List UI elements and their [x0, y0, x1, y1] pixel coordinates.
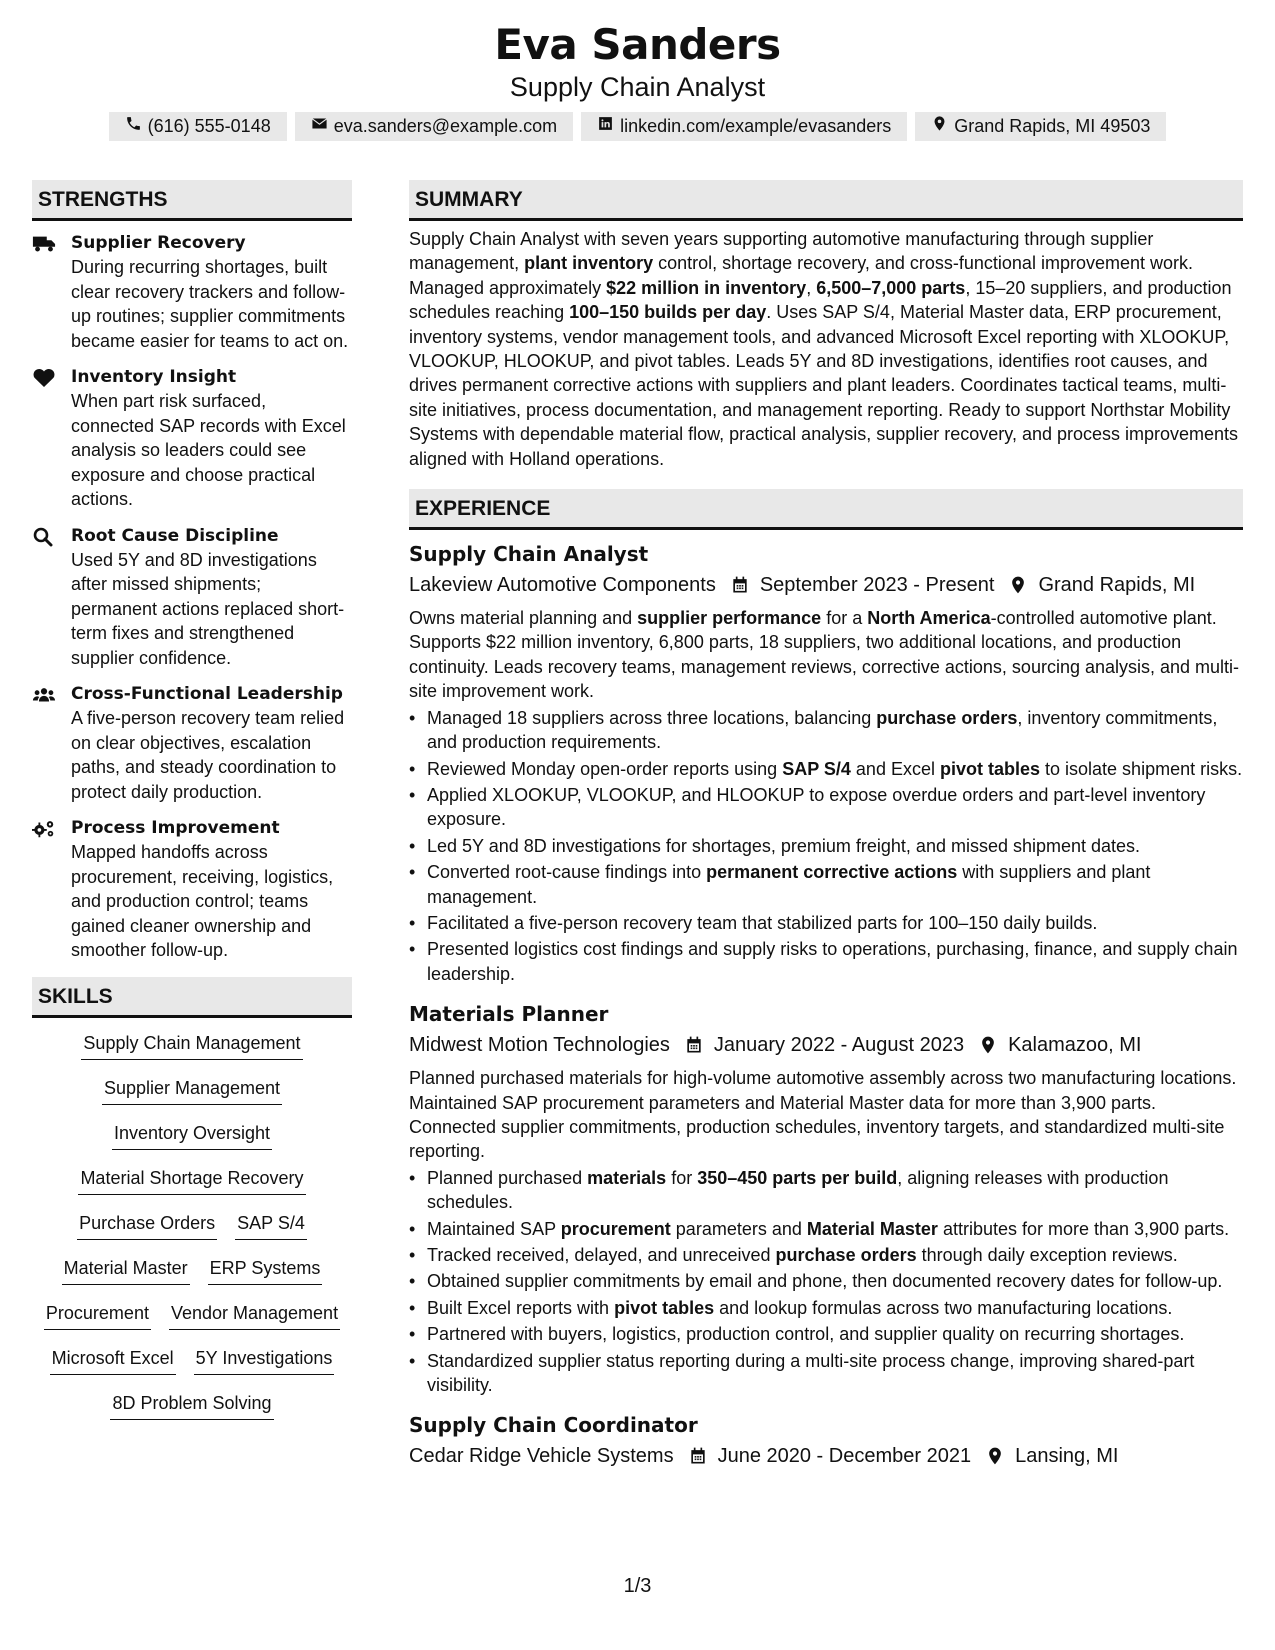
bullet-item [409, 911, 1243, 935]
job-title: Supply Chain Analyst [409, 542, 649, 567]
strength-title: Inventory Insight [71, 367, 237, 387]
strengths-heading: STRENGTHS [32, 180, 352, 221]
text-segment: , inventory commitments, and production requirements. [427, 707, 1218, 753]
text-segment: Built Excel reports with [427, 1297, 615, 1318]
calendar-icon [684, 1035, 704, 1055]
job-dates: January 2022 - August 2023 [713, 1034, 965, 1057]
emphasis-text: pivot tables [614, 1297, 715, 1318]
text-segment: Owns material planning and [409, 608, 638, 629]
text-segment: Led 5Y and 8D investigations for shortages, premium freight, and missed shipment dates. [427, 835, 1141, 856]
strength-item [32, 816, 352, 963]
skill-row [32, 1210, 352, 1255]
linkedin-icon [597, 112, 614, 141]
emphasis-text: North America [867, 608, 991, 629]
summary-text [409, 227, 1243, 471]
text-segment: Reviewed Monday open-order reports using [427, 758, 783, 779]
skill-row [32, 1075, 352, 1120]
skill-tag: Material Shortage Recovery [78, 1165, 305, 1195]
strength-item [32, 231, 352, 353]
text-segment: for a [821, 608, 868, 629]
heart-icon [32, 368, 56, 388]
gears-icon [32, 819, 56, 839]
skill-tag: Purchase Orders [77, 1210, 217, 1240]
bullet-item [409, 834, 1243, 858]
map-pin-icon [1008, 575, 1028, 595]
skill-tag: Inventory Oversight [112, 1120, 272, 1150]
skill-tag: 5Y Investigations [194, 1345, 335, 1375]
text-segment: Obtained supplier commitments by email and phone, then documented recovery dates for follow-up. [427, 1271, 1223, 1292]
left-column [32, 180, 352, 1435]
emphasis-text: 100–150 builds per day [569, 302, 767, 323]
emphasis-text: Material Master [806, 1218, 938, 1239]
truck-icon [32, 234, 56, 254]
users-icon [32, 685, 56, 705]
strength-description: Used 5Y and 8D investigations after missed shipments; permanent actions replaced short-term fixes and strengthened supplier confidence. [71, 549, 345, 668]
skill-tag: Procurement [44, 1300, 151, 1330]
strength-title: Root Cause Discipline [71, 525, 279, 546]
job-dates: September 2023 - Present [759, 574, 995, 597]
emphasis-text: materials [587, 1167, 667, 1188]
emphasis-text: purchase orders [876, 707, 1018, 728]
bullet-item [409, 1166, 1243, 1215]
text-segment: for [666, 1167, 698, 1188]
job-location: Grand Rapids, MI [1038, 574, 1196, 597]
strength-title: Supplier Recovery [71, 233, 246, 253]
text-segment: control, shortage recovery, and cross-functional improvement work. Managed approximately [409, 253, 1193, 298]
skills-list [32, 1030, 352, 1435]
job-meta [409, 570, 1243, 600]
strength-description: A five-person recovery team relied on clear objectives, escalation paths, and steady coordination to protect daily production. [71, 708, 345, 802]
phone-icon [125, 112, 142, 141]
skill-tag: SAP S/4 [235, 1210, 307, 1240]
emphasis-text: permanent corrective actions [706, 862, 958, 883]
contact-location [915, 112, 1166, 141]
text-segment: Managed 18 suppliers across three locations, balancing [427, 707, 877, 728]
map-pin-icon [978, 1035, 998, 1055]
text-segment: Planned purchased [427, 1167, 588, 1188]
emphasis-text: 6,500–7,000 parts [816, 277, 966, 298]
emphasis-text: supplier performance [637, 608, 822, 629]
text-segment: and lookup formulas across two manufacturing locations. [714, 1297, 1173, 1318]
job-dates: June 2020 - December 2021 [717, 1445, 972, 1468]
bullet-item [409, 1243, 1243, 1267]
skill-row [32, 1030, 352, 1075]
strengths-list [32, 231, 352, 963]
calendar-icon [730, 575, 750, 595]
emphasis-text: plant inventory [524, 253, 654, 274]
emphasis-text: purchase orders [775, 1245, 917, 1265]
job-meta [409, 1441, 1243, 1471]
bullet-item [409, 706, 1243, 755]
skill-row [32, 1345, 352, 1390]
skill-tag: Material Master [62, 1255, 190, 1285]
experience-list [409, 540, 1243, 1471]
bullet-item [409, 783, 1243, 832]
bullet-item [409, 1349, 1243, 1398]
envelope-icon [311, 112, 328, 141]
contact-email[interactable] [295, 112, 573, 141]
page-number: 1/3 [623, 1575, 652, 1597]
skill-tag: ERP Systems [208, 1255, 323, 1285]
job-entry [409, 1411, 1243, 1471]
calendar-icon [688, 1446, 708, 1466]
map-pin-icon [985, 1446, 1005, 1466]
emphasis-text: procurement [560, 1218, 671, 1239]
skill-row [32, 1165, 352, 1210]
text-segment: Maintained SAP [427, 1218, 561, 1239]
job-entry [409, 1000, 1243, 1397]
job-intro [409, 606, 1243, 704]
text-segment: . Uses SAP S/4, Material Master data, ERP procurement, inventory systems, vendor management tools, and advanced Microsoft Excel reporting with XLOOKUP, VLOOKUP, HLOOKUP, and pivot tables. Leads 5Y and 8D investigations, identifies root causes, and drives permanent corrective actions with suppliers and plant leaders. Coordinates tactical teams, multi-site initiatives, process documentation, and management reporting. Ready to support Northstar Mobility Systems with dependable material flow, practical analysis, supplier recovery, and process improvements aligned with Holland operations. [409, 302, 1239, 469]
text-segment: with suppliers and plant management. [427, 862, 1151, 907]
strength-item [32, 682, 352, 804]
bullet-item [409, 1269, 1243, 1293]
job-bullets [409, 1166, 1243, 1398]
contact-phone[interactable] [109, 112, 287, 141]
strength-title: Cross-Functional Leadership [71, 684, 343, 704]
experience-heading: EXPERIENCE [409, 489, 1243, 530]
company-name: Lakeview Automotive Components [409, 574, 716, 597]
text-segment: -controlled automotive plant. Supports $22 million inventory, 6,800 parts, 18 suppliers, two additional locations, and production continuity. Leads recovery teams, management reviews, corrective actions, sourcing analysis, and multi-site improvement work. [409, 608, 1240, 702]
text-segment: Partnered with buyers, logistics, production control, and supplier quality on recurring shortages. [427, 1324, 1185, 1345]
job-bullets [409, 706, 1243, 986]
text-segment: Presented logistics cost findings and supply risks to operations, purchasing, finance, and supply chain leadership. [427, 939, 1238, 984]
text-segment: and Excel [850, 758, 940, 779]
candidate-role: Supply Chain Analyst [509, 72, 766, 102]
contact-linkedin-text: linkedin.com/example/evasanders [620, 116, 892, 136]
emphasis-text: 350–450 parts per build [697, 1167, 898, 1188]
text-segment: , 15–20 suppliers, and production schedules reaching [409, 277, 1232, 323]
strength-description: When part risk surfaced, connected SAP records with Excel analysis so leaders could see exposure and choose practical actions. [71, 391, 346, 509]
text-segment: Facilitated a five-person recovery team that stabilized parts for 100–150 daily builds. [427, 912, 1098, 933]
contact-linkedin[interactable] [581, 112, 907, 141]
skill-tag: Vendor Management [169, 1300, 340, 1330]
contact-location-text: Grand Rapids, MI 49503 [954, 116, 1151, 136]
bullet-item [409, 757, 1243, 781]
text-segment: Tracked received, delayed, and unreceived [427, 1245, 776, 1265]
skill-row [32, 1120, 352, 1165]
strength-description: During recurring shortages, built clear recovery trackers and follow-up routines; supplier commitments became easier for teams to act on. [71, 257, 349, 351]
strength-item [32, 365, 352, 512]
text-segment: to isolate shipment risks. [1040, 758, 1243, 779]
text-segment: Standardized supplier status reporting during a multi-site process change, improving shared-part visibility. [427, 1350, 1195, 1396]
skill-tag: 8D Problem Solving [110, 1390, 273, 1420]
text-segment: Applied XLOOKUP, VLOOKUP, and HLOOKUP to expose overdue orders and part-level inventory exposure. [427, 784, 1206, 830]
strength-description: Mapped handoffs across procurement, receiving, logistics, and production control; teams gained cleaner ownership and smoother follow-up. [71, 842, 334, 960]
job-entry [409, 540, 1243, 986]
candidate-name: Eva Sanders [494, 20, 781, 69]
emphasis-text: SAP S/4 [782, 758, 851, 779]
strength-title: Process Improvement [71, 818, 280, 838]
company-name: Midwest Motion Technologies [409, 1034, 670, 1057]
text-segment: Supply Chain Analyst with seven years supporting automotive manufacturing through supplier management, [409, 229, 1154, 274]
bullet-item [409, 1322, 1243, 1346]
right-column [409, 180, 1243, 1471]
text-segment: , aligning releases with production schedules. [427, 1167, 1169, 1213]
strength-item [32, 524, 352, 671]
emphasis-text: pivot tables [939, 758, 1041, 779]
text-segment: , [806, 277, 817, 298]
contact-phone-text: (616) 555-0148 [147, 116, 271, 136]
skill-row [32, 1390, 352, 1435]
emphasis-text: $22 million in inventory [606, 277, 807, 298]
text-segment: parameters and [670, 1218, 807, 1239]
job-location: Kalamazoo, MI [1008, 1034, 1142, 1057]
skill-row [32, 1300, 352, 1345]
skill-tag: Supply Chain Management [81, 1030, 302, 1060]
search-icon [32, 527, 56, 547]
job-title: Materials Planner [409, 1002, 609, 1027]
text-segment: attributes for more than 3,900 parts. [937, 1218, 1230, 1239]
bullet-item [409, 937, 1243, 986]
text-segment: through daily exception reviews. [916, 1245, 1178, 1265]
job-title: Supply Chain Coordinator [409, 1413, 698, 1438]
bullet-item [409, 860, 1243, 909]
bullet-item [409, 1296, 1243, 1320]
skills-heading: SKILLS [32, 977, 352, 1018]
company-name: Cedar Ridge Vehicle Systems [409, 1445, 674, 1468]
contact-email-text: eva.sanders@example.com [333, 116, 558, 136]
summary-heading: SUMMARY [409, 180, 1243, 221]
job-location: Lansing, MI [1015, 1445, 1119, 1468]
text-segment: Converted root-cause findings into [427, 862, 707, 883]
bullet-item [409, 1217, 1243, 1241]
job-intro [409, 1066, 1243, 1164]
skill-tag: Supplier Management [102, 1075, 282, 1105]
map-pin-icon [931, 112, 948, 141]
job-meta [409, 1030, 1243, 1060]
contact-bar [0, 112, 1275, 141]
text-segment: Planned purchased materials for high-volume automotive assembly across two manufacturing locations. Maintained SAP procurement parameters and Material Master data for more than 3,900 parts. Connected supplier commitments, production schedules, inventory targets, and standardized multi-site reporting. [409, 1068, 1237, 1162]
skill-tag: Microsoft Excel [50, 1345, 176, 1375]
skill-row [32, 1255, 352, 1300]
